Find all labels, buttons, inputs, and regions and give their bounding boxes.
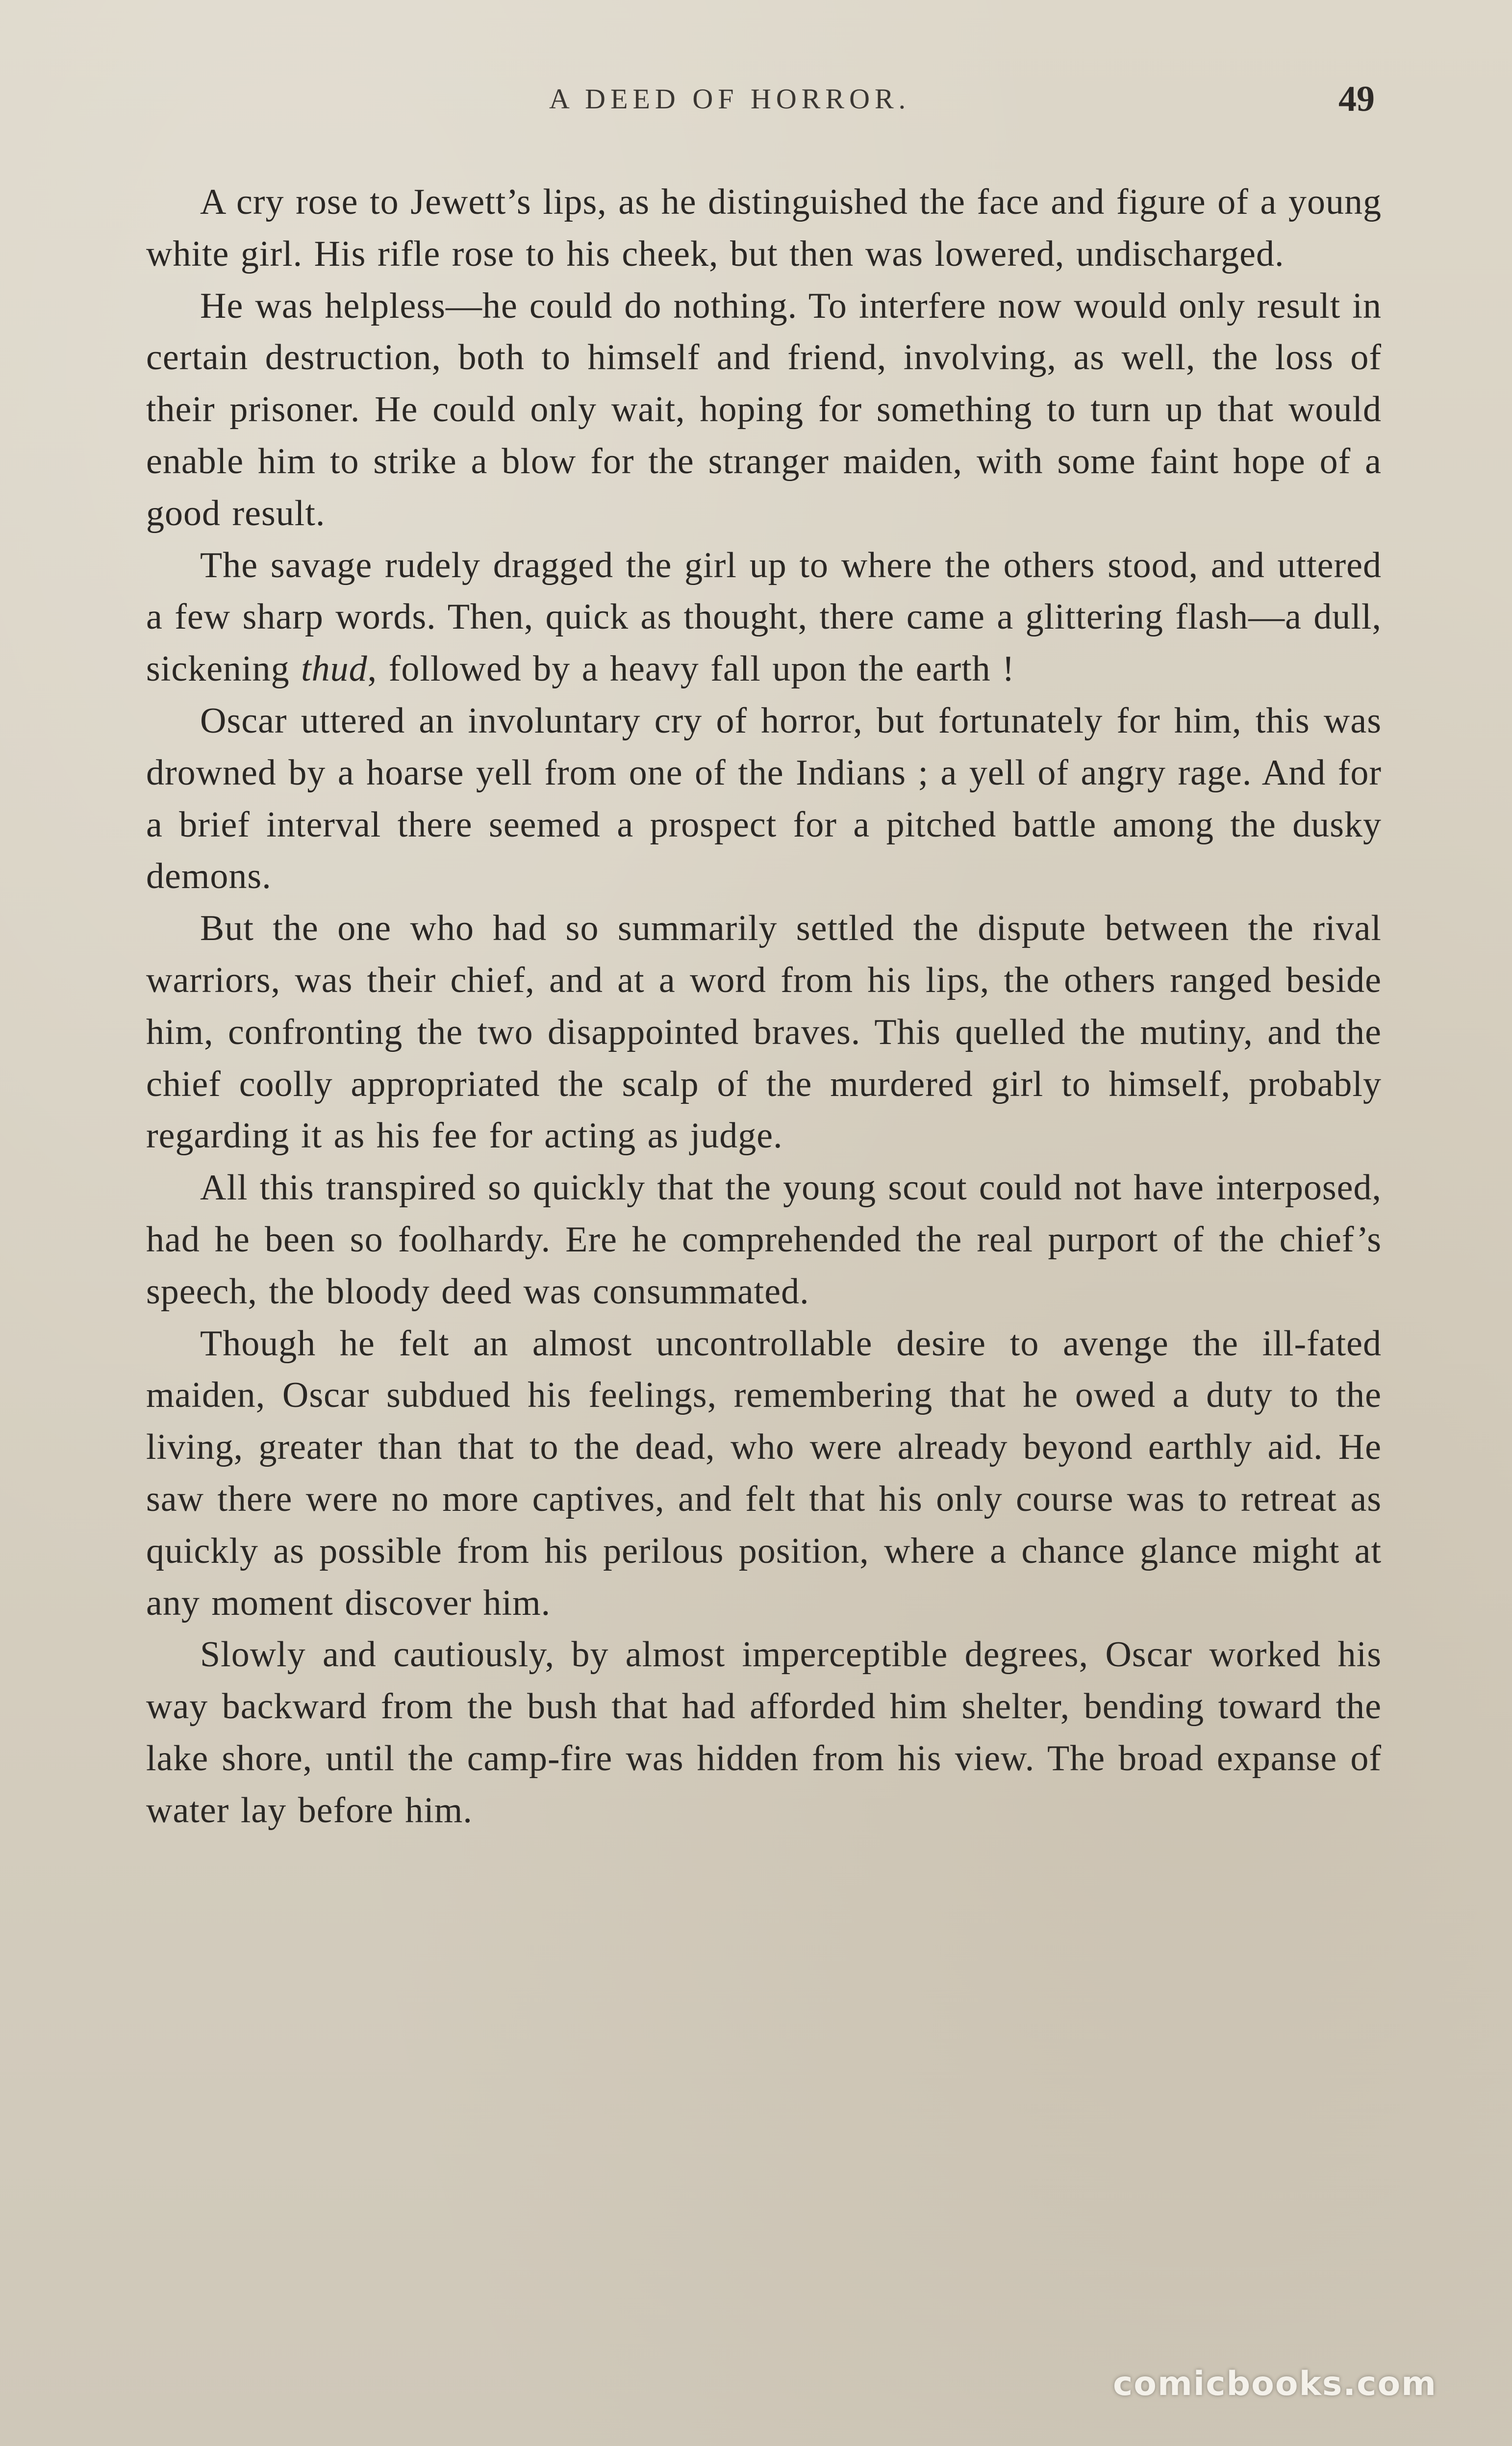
paragraph: A cry rose to Jewett’s lips, as he distinguished the face and figure of a young white girl. His rifle rose to his cheek, but then was lowered, undischarged. <box>146 182 1382 274</box>
paragraph: Slowly and cautiously, by almost imperceptible degrees, Oscar worked his way backward from the bush that had afforded him shelter, bending toward the lake shore, until the camp-fire was hidden from his view. The broad expanse of water lay before him. <box>146 1634 1382 1831</box>
emphasis-text: thud <box>301 649 368 689</box>
body-text <box>146 177 1382 1837</box>
paragraph: But the one who had so summarily settled the dispute between the rival warriors, was their chief, and at a word from his lips, the others ranged beside him, confronting the two disappointed braves. This quelled the mutiny, and the chief coolly appropriated the scalp of the murdered girl to himself, probably regarding it as his fee for acting as judge. <box>146 908 1382 1156</box>
watermark-logo: comicbooks.com <box>1113 2365 1437 2403</box>
page-number: 49 <box>1338 79 1375 119</box>
paragraph-text: The savage rudely dragged the girl up to where the others stood, and uttered a few sharp words. Then, quick as thought, there came a glittering flash—a dull, sickening <box>146 545 1382 689</box>
paragraph: Though he felt an almost uncontrollable desire to avenge the ill-fated maiden, Oscar subdued his feelings, remembering that he owed a duty to the living, greater than that to the dead, who were already beyond earthly aid. He saw there were no more captives, and felt that his only course was to retreat as quickly as possible from his perilous position, where a chance glance might at any moment discover him. <box>146 1323 1382 1623</box>
paragraph: All this transpired so quickly that the young scout could not have interposed, had he been so foolhardy. Ere he comprehended the real purport of the chief’s speech, the bloody deed was consummated. <box>146 1168 1382 1312</box>
paragraph-text: , followed by a heavy fall upon the earth ! <box>367 649 1015 689</box>
paragraph: He was helpless—he could do nothing. To interfere now would only result in certain destruction, both to himself and friend, involving, as well, the loss of their prisoner. He could only wait, hoping for something to turn up that would enable him to strike a blow for the stranger maiden, with some faint hope of a good result. <box>146 285 1382 534</box>
paragraph <box>146 540 1382 695</box>
running-head: A DEED OF HORROR. <box>549 83 911 115</box>
paragraph: Oscar uttered an involuntary cry of horror, but fortunately for him, this was drowned by a hoarse yell from one of the Indians ; a yell of angry rage. And for a brief interval there seemed a prospect for a pitched battle among the dusky demons. <box>146 700 1382 897</box>
